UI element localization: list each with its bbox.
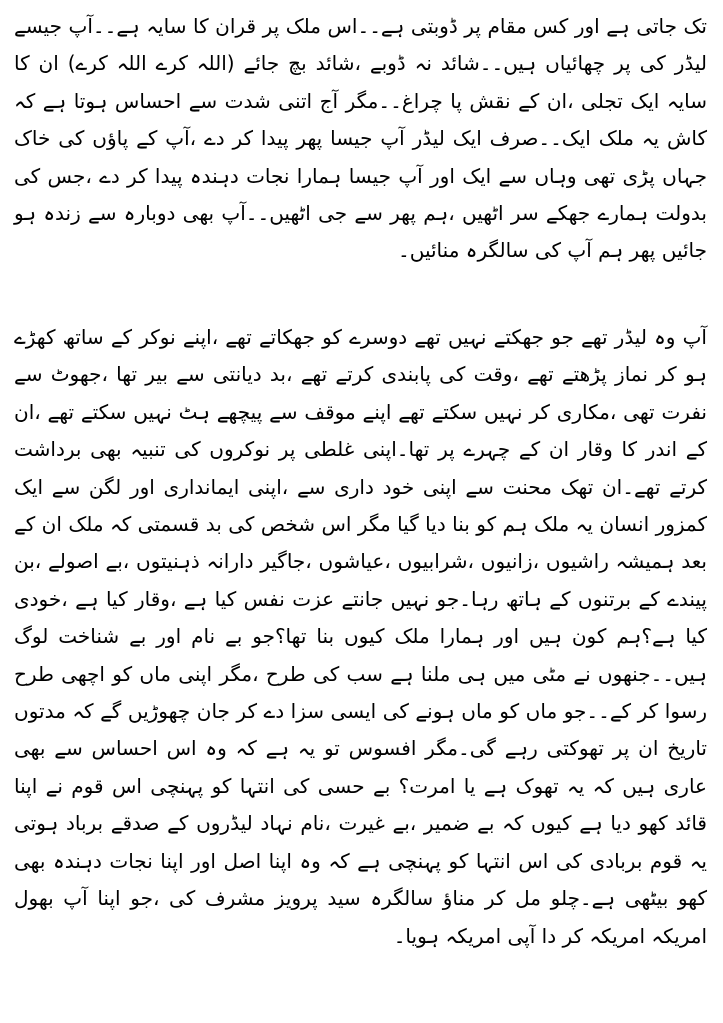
paragraph-2: آپ وہ لیڈر تھے جو جھکتے نہیں تھے دوسرے کو جھکاتے تھے ،اپنے نوکر کے ساتھ کھڑے ہو کر نماز پڑھتے تھے ،وقت کی پابندی کرتے تھے ،بد دیانتی سے بیر تھا ،جھوٹ سے نفرت تھی ،مکاری کر نہیں سکتے تھے اپنے موقف سے پیچھے ہٹ نہیں سکتے تھے ،ان کے اندر کا وقار ان کے چہرے پر تھا۔اپنی غلطی پر نوکروں کی تنبیہ بھی برداشت کرتے تھے۔ان تھک محنت سے اپنی خود داری سے ،اپنی ایمانداری اور لگن سے ایک کمزور انسان یہ ملک ہم کو بنا دیا گیا مگر اس شخص کی بد قسمتی کہ ملک ان کے بعد ہمیشہ راشیوں ،زانیوں ،شرابیوں ،عیاشوں ،جاگیر دارانہ ذہنیتوں ،بے اصولے ،بن پیندے کے برتنوں کے ہاتھ رہا۔جو نہیں جانتے عزت نفس کیا ہے ،وقار کیا ہے ،خودی کیا ہے؟ہم کون ہیں اور ہمارا ملک کیوں بنا تھا؟جو بے نام اور بے شناخت لوگ ہیں۔۔جنھوں نے مٹی میں ہی ملنا ہے سب کی طرح ،مگر اپنی ماں کو اچھی طرح رسوا کر کے۔۔جو ماں کو ماں ہونے کی ایسی سزا دے کر جان چھوڑیں گے کہ مدتوں تاریخ ان پر تھوکتی رہے گی۔مگر افسوس تو یہ ہے کہ وہ اس احساس سے بھی عاری ہیں کہ یہ تھوک ہے یا امرت؟ بے حسی کی انتہا کو پہنچی اس قوم نے اپنا قائد کھو دیا ہے کیوں کہ بے ضمیر ،بے غیرت ،نام نہاد لیڈروں کے صدقے برباد ہوتی یہ قوم بربادی کی اس انتہا کو پہنچی ہے کہ وہ اپنا اصل اور اپنا نجات دہندہ بھی کھو بیٹھی ہے۔چلو مل کر مناؤ سالگرہ سید پرویز مشرف کی ،جو اپنا آپ بھول امریکہ امریکہ کر دا آپی امریکہ ہویا۔ bbox=[14, 325, 707, 948]
paragraph-1: تک جاتی ہے اور کس مقام پر ڈوبتی ہے۔۔اس ملک پر قران کا سایہ ہے۔۔آپ جیسے لیڈر کی پر چھائیاں ہیں۔۔شائد نہ ڈوبے ،شائد بچ جائے (اللہ کرے اللہ کرے) ان کا سایہ ایک تجلی ،ان کے نقش پا چراغ۔۔مگر آج اتنی شدت سے احساس ہوتا ہے کہ کاش یہ ملک ایک۔۔صرف ایک لیڈر آپ جیسا پھر پیدا کر دے ،آپ کے پاؤں کی خاک جہاں پڑی تھی وہاں سے ایک اور آپ جیسا ہمارا نجات دہندہ پیدا کر دے ،جس کی بدولت ہمارے جھکے سر اٹھیں ،ہم پھر سے جی اٹھیں۔۔آپ بھی دوبارہ سے زندہ ہو جائیں پھر ہم آپ کی سالگرہ منائیں۔ bbox=[14, 14, 707, 263]
